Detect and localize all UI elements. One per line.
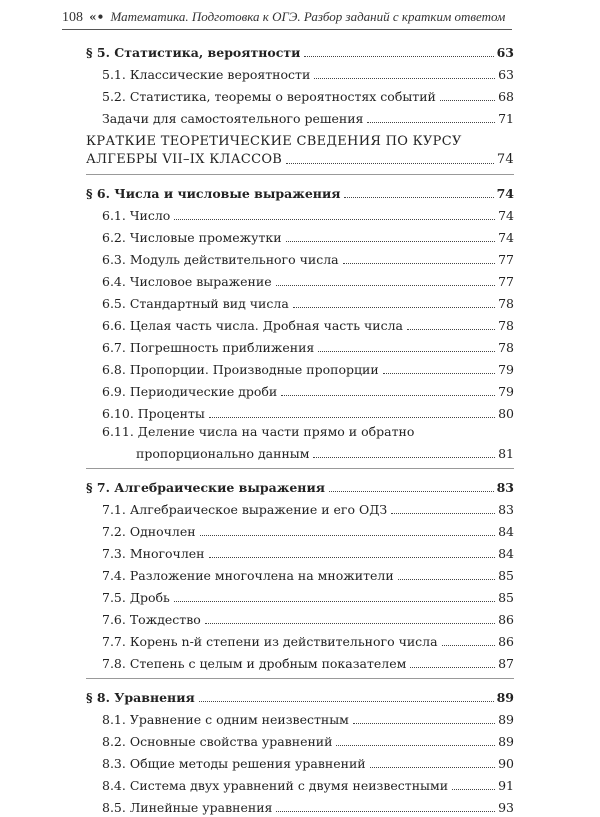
toc-item-label: 6.7. Погрешность приближения <box>102 340 315 355</box>
toc-page: 79 <box>498 362 514 377</box>
toc-item-label: 7.3. Многочлен <box>102 546 205 561</box>
toc-page: 93 <box>498 800 514 815</box>
toc-item[interactable] <box>86 357 514 379</box>
toc-item[interactable] <box>86 729 514 751</box>
toc-page: 74 <box>498 208 514 223</box>
toc-item-label: 6.8. Пропорции. Производные пропорции <box>102 362 379 377</box>
toc-item[interactable] <box>86 651 514 673</box>
leader-dots <box>318 351 495 352</box>
leader-dots <box>367 122 495 123</box>
leader-dots <box>336 745 495 746</box>
header-mark: «• <box>89 10 105 24</box>
toc-item[interactable] <box>86 106 514 128</box>
part-heading-line-1: КРАТКИЕ ТЕОРЕТИЧЕСКИЕ СВЕДЕНИЯ ПО КУРСУ <box>86 134 462 149</box>
toc-item[interactable] <box>86 269 514 291</box>
toc-item[interactable] <box>86 247 514 269</box>
toc-item[interactable] <box>86 707 514 729</box>
leader-dots <box>304 56 493 57</box>
toc-section-7[interactable] <box>86 475 514 497</box>
leader-dots <box>391 513 495 514</box>
leader-dots <box>442 645 496 646</box>
toc-item-label: 6.4. Числовое выражение <box>102 274 272 289</box>
toc-section-5[interactable] <box>86 40 514 62</box>
leader-dots <box>440 100 495 101</box>
toc-page: 91 <box>498 778 514 793</box>
leader-dots <box>343 263 496 264</box>
part-heading-line-2: АЛГЕБРЫ VII–IX КЛАССОВ <box>86 152 283 167</box>
toc-item[interactable] <box>86 795 514 817</box>
leader-dots <box>281 395 495 396</box>
toc-page: 63 <box>496 45 514 60</box>
toc-page: 78 <box>498 318 514 333</box>
toc-page: 85 <box>498 590 514 605</box>
header-title: Математика. Подготовка к ОГЭ. Разбор заданий с кратким ответом <box>110 9 506 24</box>
toc-page: 77 <box>498 274 514 289</box>
leader-dots <box>344 197 493 198</box>
toc-item-label: 8.2. Основные свойства уравнений <box>102 734 333 749</box>
toc-page: 86 <box>498 634 514 649</box>
leader-dots <box>174 219 495 220</box>
header-rule <box>62 29 512 30</box>
toc-page: 74 <box>496 152 514 167</box>
toc-item-label: 6.1. Число <box>102 208 171 223</box>
leader-dots <box>410 667 495 668</box>
toc-page: 78 <box>498 340 514 355</box>
toc-section-6[interactable] <box>86 181 514 203</box>
leader-dots <box>199 701 494 702</box>
toc-page: 84 <box>498 524 514 539</box>
toc-page: 83 <box>498 502 514 517</box>
toc-item-label: 8.5. Линейные уравнения <box>102 800 273 815</box>
toc-item[interactable] <box>86 629 514 651</box>
toc-section-title: § 5. Статистика, вероятности <box>86 45 301 60</box>
toc-item-label: 7.7. Корень n-й степени из действительного числа <box>102 634 438 649</box>
toc-item[interactable] <box>86 541 514 563</box>
leader-dots <box>209 557 496 558</box>
toc-page: 68 <box>498 89 514 104</box>
toc-section-title: § 7. Алгебраические выражения <box>86 480 325 495</box>
toc-item-label: 7.2. Одночлен <box>102 524 196 539</box>
divider <box>86 468 514 469</box>
toc-page: 81 <box>498 446 514 461</box>
leader-dots <box>329 491 494 492</box>
toc-item[interactable] <box>86 203 514 225</box>
toc-page: 74 <box>498 230 514 245</box>
running-header <box>62 9 532 26</box>
toc-item-label: 6.3. Модуль действительного числа <box>102 252 339 267</box>
leader-dots <box>407 329 495 330</box>
toc-page: 80 <box>498 406 514 421</box>
toc-page: 63 <box>498 67 514 82</box>
leader-dots <box>383 373 495 374</box>
leader-dots <box>276 285 495 286</box>
leader-dots <box>452 789 495 790</box>
toc-item-label-line-2: пропорционально данным <box>136 446 310 461</box>
toc-item-label: Задачи для самостоятельного решения <box>102 111 364 126</box>
toc-item[interactable] <box>86 423 514 463</box>
table-of-contents <box>86 40 514 817</box>
toc-section-title: § 6. Числа и числовые выражения <box>86 186 341 201</box>
toc-item[interactable] <box>86 751 514 773</box>
toc-item-label: 6.10. Проценты <box>102 406 205 421</box>
leader-dots <box>286 163 494 164</box>
leader-dots <box>174 601 495 602</box>
leader-dots <box>209 417 495 418</box>
leader-dots <box>286 241 496 242</box>
toc-item[interactable] <box>86 313 514 335</box>
toc-page: 83 <box>496 480 514 495</box>
toc-item-label: 7.1. Алгебраическое выражение и его ОДЗ <box>102 502 388 517</box>
toc-item[interactable] <box>86 379 514 401</box>
toc-page: 89 <box>498 712 514 727</box>
toc-item-label: 6.9. Периодические дроби <box>102 384 278 399</box>
divider <box>86 678 514 679</box>
leader-dots <box>205 623 495 624</box>
toc-section-8[interactable] <box>86 685 514 707</box>
toc-page: 74 <box>496 186 514 201</box>
part-heading[interactable] <box>86 133 514 169</box>
toc-page: 77 <box>498 252 514 267</box>
toc-page: 89 <box>498 734 514 749</box>
toc-item[interactable] <box>86 401 514 423</box>
toc-item-label: 5.2. Статистика, теоремы о вероятностях событий <box>102 89 436 104</box>
toc-item-label-line-1: 6.11. Деление числа на части прямо и обратно <box>102 424 415 439</box>
toc-page: 79 <box>498 384 514 399</box>
toc-item-label: 6.2. Числовые промежутки <box>102 230 282 245</box>
toc-item-label: 7.8. Степень с целым и дробным показателем <box>102 656 407 671</box>
toc-item-label: 8.3. Общие методы решения уравнений <box>102 756 366 771</box>
leader-dots <box>314 78 495 79</box>
toc-page: 71 <box>498 111 514 126</box>
leader-dots <box>370 767 495 768</box>
toc-item[interactable] <box>86 773 514 795</box>
toc-item-label: 8.1. Уравнение с одним неизвестным <box>102 712 349 727</box>
toc-section-title: § 8. Уравнения <box>86 690 195 705</box>
leader-dots <box>276 811 495 812</box>
toc-item-label: 6.6. Целая часть числа. Дробная часть числа <box>102 318 403 333</box>
toc-page: 85 <box>498 568 514 583</box>
toc-item-label: 7.5. Дробь <box>102 590 170 605</box>
toc-item-label: 8.4. Система двух уравнений с двумя неизвестными <box>102 778 449 793</box>
toc-item[interactable] <box>86 607 514 629</box>
toc-item[interactable] <box>86 335 514 357</box>
toc-item[interactable] <box>86 497 514 519</box>
leader-dots <box>313 457 495 458</box>
toc-page: 87 <box>498 656 514 671</box>
toc-item-label: 7.6. Тождество <box>102 612 201 627</box>
toc-page: 86 <box>498 612 514 627</box>
leader-dots <box>200 535 496 536</box>
toc-page: 90 <box>498 756 514 771</box>
leader-dots <box>353 723 495 724</box>
toc-page: 89 <box>496 690 514 705</box>
divider <box>86 174 514 175</box>
toc-item[interactable] <box>86 84 514 106</box>
toc-item[interactable] <box>86 62 514 84</box>
toc-item[interactable] <box>86 225 514 247</box>
toc-item[interactable] <box>86 291 514 313</box>
leader-dots <box>293 307 495 308</box>
toc-item-label: 7.4. Разложение многочлена на множители <box>102 568 394 583</box>
toc-page: 78 <box>498 296 514 311</box>
toc-page: 84 <box>498 546 514 561</box>
toc-item[interactable] <box>86 563 514 585</box>
toc-item-label: 5.1. Классические вероятности <box>102 67 311 82</box>
header-page-number: 108 <box>62 10 83 25</box>
toc-item[interactable] <box>86 585 514 607</box>
leader-dots <box>398 579 495 580</box>
toc-item-label: 6.5. Стандартный вид числа <box>102 296 289 311</box>
toc-item[interactable] <box>86 519 514 541</box>
